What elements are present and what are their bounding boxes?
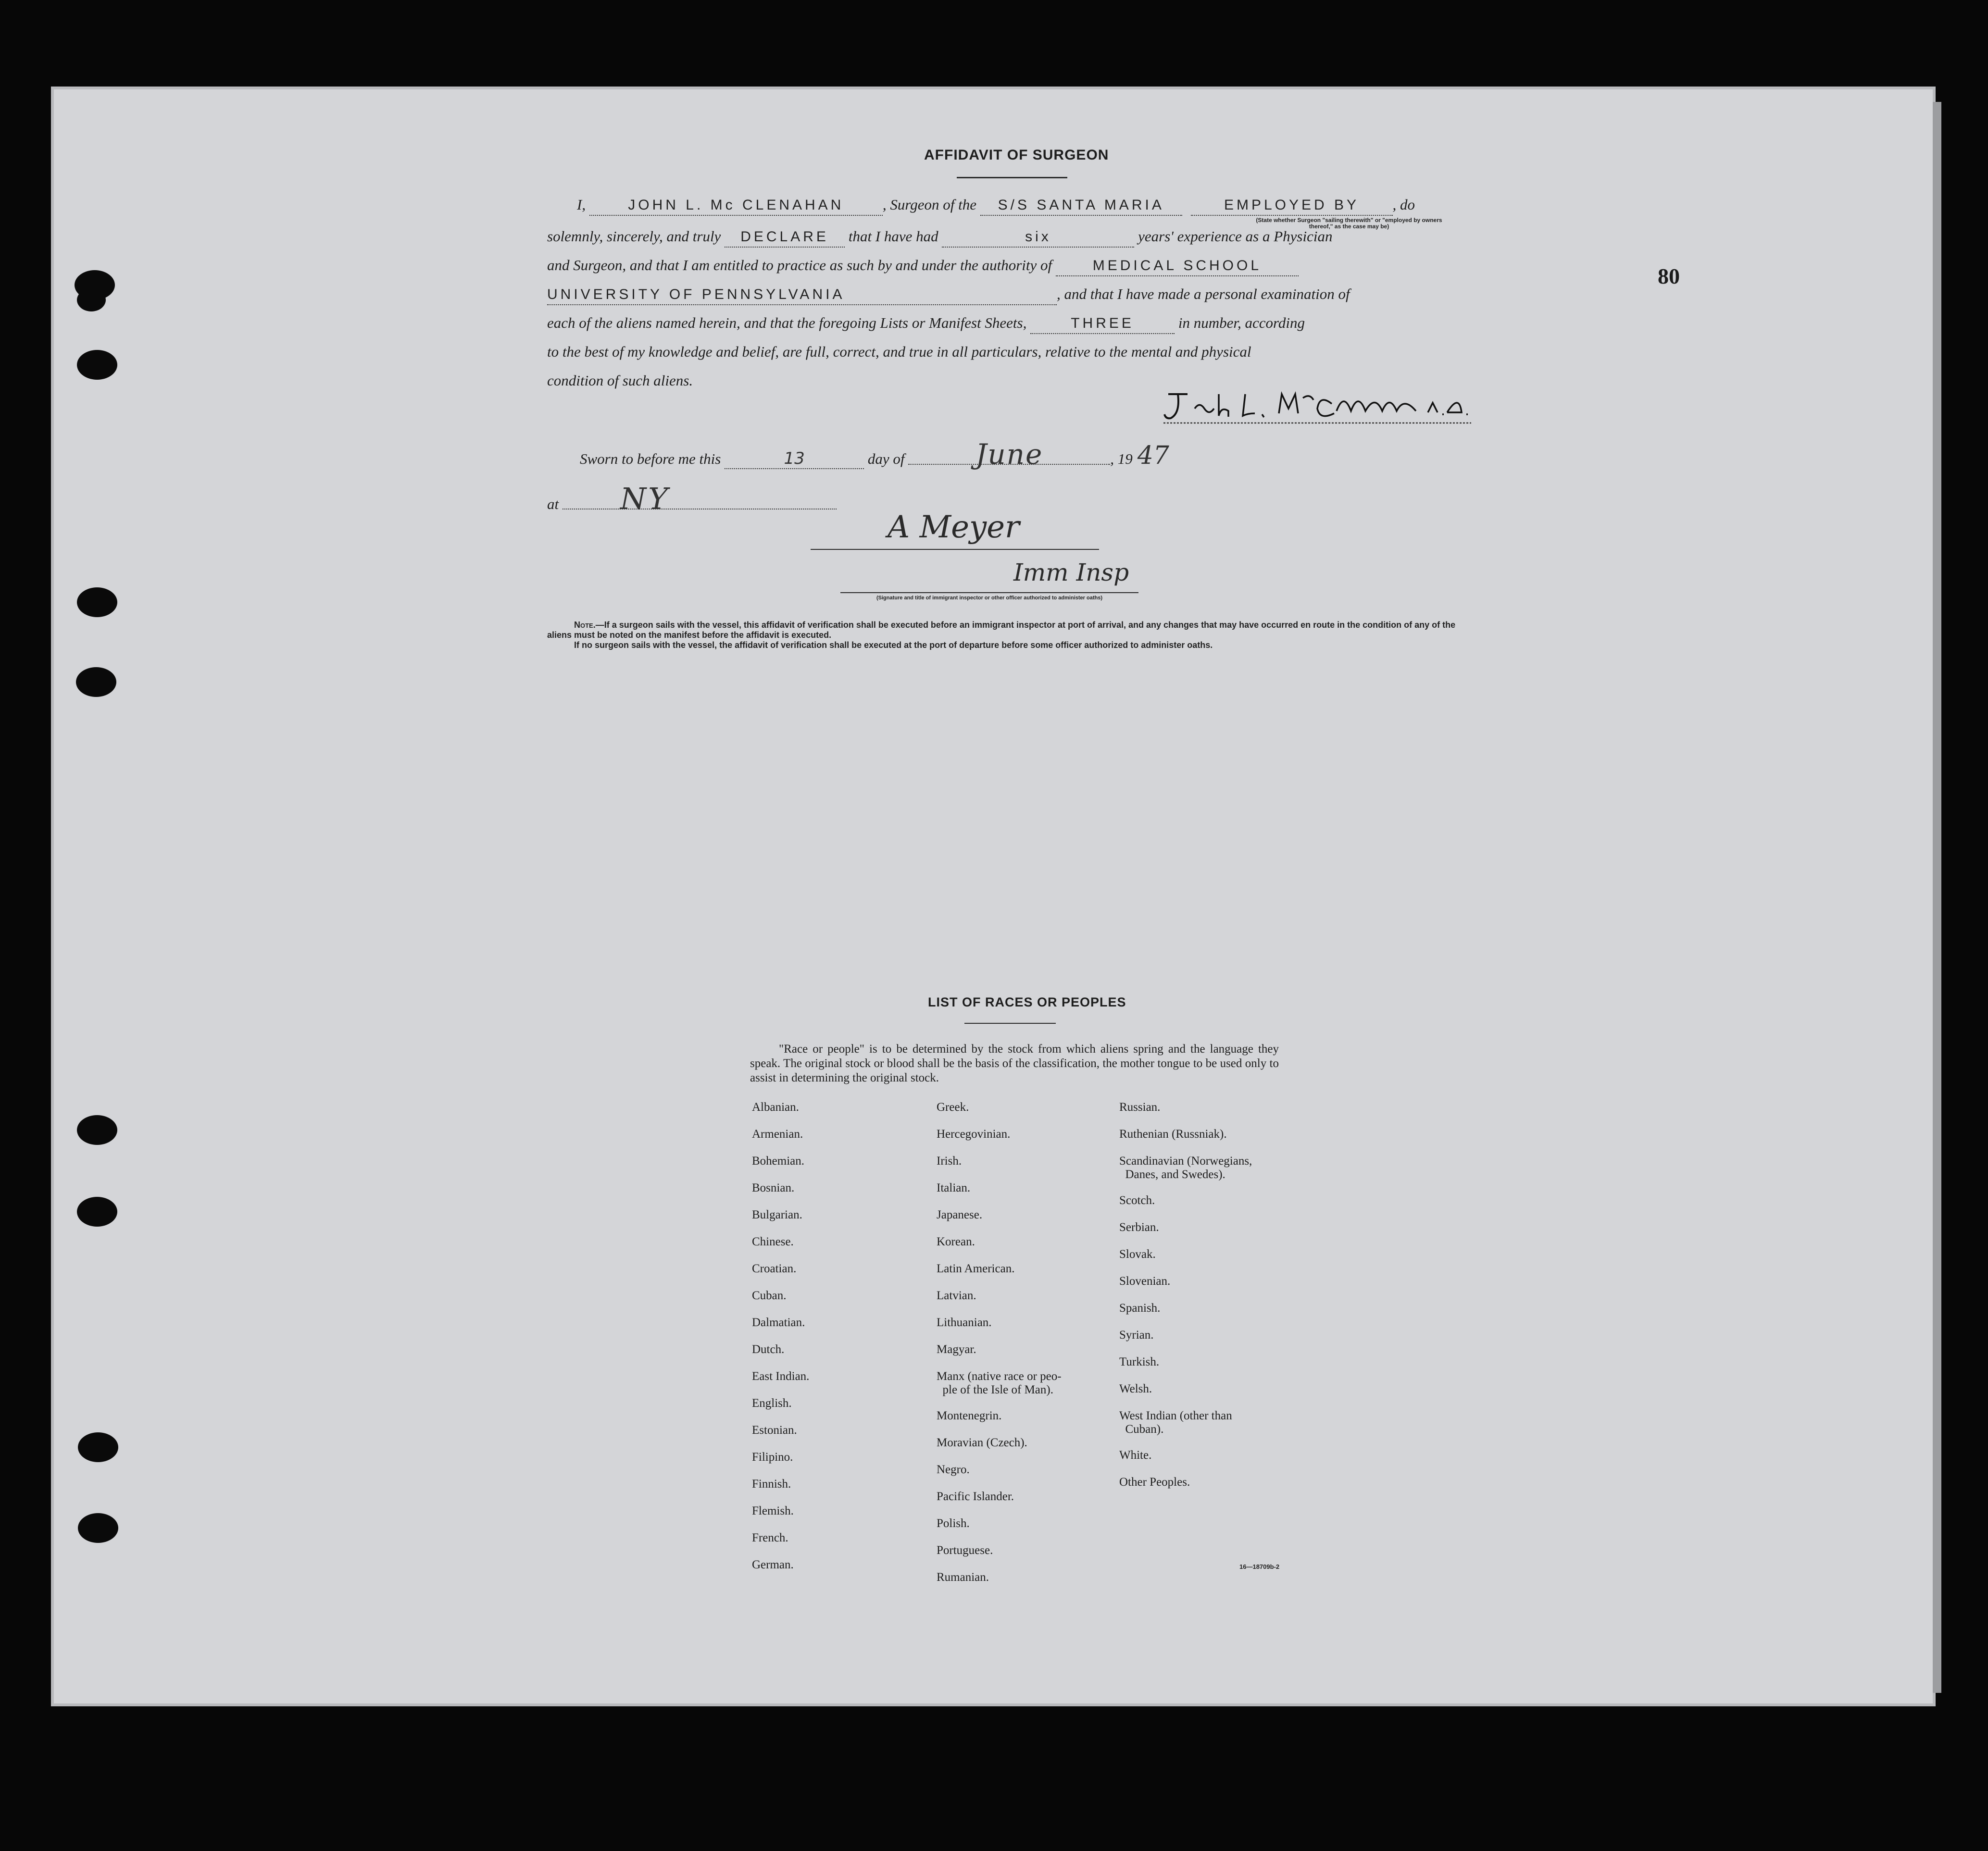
race-item: Moravian (Czech). <box>937 1436 1027 1449</box>
races-title-underline <box>964 1023 1056 1024</box>
race-item: Dutch. <box>752 1343 785 1356</box>
race-item: Greek. <box>937 1101 969 1114</box>
race-item: Russian. <box>1119 1101 1161 1114</box>
affidavit-line-2 <box>547 224 1470 249</box>
status-instruction: (State whether Surgeon "sailing therewith" or "employed by owners thereof," as the case may be) <box>1256 217 1442 230</box>
race-item: Croatian. <box>752 1262 797 1275</box>
text: that I have had <box>848 228 938 245</box>
race-item: Polish. <box>937 1517 970 1530</box>
affidavit-line-5 <box>547 311 1470 335</box>
race-item: Armenian. <box>752 1128 803 1141</box>
declare-field: DECLARE <box>725 227 845 248</box>
officer-signature-line <box>811 549 1099 550</box>
race-item: Portuguese. <box>937 1544 993 1557</box>
years-field: six <box>942 227 1134 248</box>
handwritten-officer-name: A Meyer <box>888 509 1020 545</box>
race-item: Latvian. <box>937 1289 976 1302</box>
race-item: Turkish. <box>1119 1355 1160 1368</box>
binder-hole <box>77 587 117 617</box>
race-item: German. <box>752 1558 794 1571</box>
race-item: Lithuanian. <box>937 1316 992 1329</box>
race-item: Italian. <box>937 1181 971 1194</box>
race-item: Latin American. <box>937 1262 1015 1275</box>
race-item: Irish. <box>937 1155 962 1168</box>
race-item: White. <box>1119 1449 1152 1462</box>
sworn-month-field <box>908 438 1110 471</box>
affidavit-line-6: to the best of my knowledge and belief, are full, correct, and true in all particulars, relative to the mental and physical <box>547 343 1251 360</box>
text: Sworn to before me this <box>580 450 721 467</box>
title-underline <box>957 177 1067 178</box>
officer-caption: (Signature and title of immigrant inspector or other officer authorized to administer oaths) <box>876 595 1102 601</box>
text: and Surgeon, and that I am entitled to practice as such by and under the authority of <box>547 257 1052 273</box>
text: , and that I have made a personal examination of <box>1057 286 1350 302</box>
vessel-field: S/S SANTA MARIA <box>980 196 1182 216</box>
binder-hole <box>78 1513 118 1543</box>
race-item: Magyar. <box>937 1343 976 1356</box>
races-intro: "Race or people" is to be determined by the stock from which aliens spring and the language they speak. The original stock or blood shall be the basis of the classification, the mother tongue to be used only to assist in determining the original stock. <box>750 1043 1279 1084</box>
race-item: Rumanian. <box>937 1571 989 1584</box>
at-place-field <box>563 481 837 516</box>
race-item: Negro. <box>937 1463 970 1476</box>
race-item: Japanese. <box>937 1208 983 1221</box>
sworn-line <box>547 438 1470 471</box>
race-item: Bohemian. <box>752 1155 805 1168</box>
handwritten-officer-title: Imm Insp <box>1013 559 1129 586</box>
race-item: Welsh. <box>1119 1382 1152 1395</box>
races-title: LIST OF RACES OR PEOPLES <box>928 995 1126 1009</box>
text: years' experience as a Physician <box>1138 228 1333 245</box>
race-item: Serbian. <box>1119 1221 1159 1234</box>
text: I, <box>577 196 586 213</box>
binder-hole <box>78 1432 118 1462</box>
text: at <box>547 496 559 512</box>
text: each of the aliens named herein, and that the foregoing Lists or Manifest Sheets, <box>547 314 1027 331</box>
race-item: West Indian (other than Cuban). <box>1119 1409 1232 1436</box>
sworn-day-field <box>725 449 864 469</box>
form-number: 16—18709b-2 <box>1239 1563 1280 1570</box>
page-number: 80 <box>1658 264 1680 288</box>
sheets-field: THREE <box>1030 314 1175 334</box>
binder-hole <box>77 288 106 311</box>
race-item: Bosnian. <box>752 1181 795 1194</box>
handwritten-day: 13 <box>784 449 805 468</box>
surgeon-signature <box>1159 385 1476 430</box>
affidavit-note <box>547 620 1470 640</box>
race-item: Spanish. <box>1119 1302 1161 1315</box>
race-item: Montenegrin. <box>937 1409 1002 1422</box>
race-item: French. <box>752 1531 788 1544</box>
race-item: Chinese. <box>752 1235 794 1248</box>
authority-field-2: UNIVERSITY OF PENNSYLVANIA <box>547 285 1057 305</box>
text: , Surgeon of the <box>882 196 976 213</box>
race-item: Slovak. <box>1119 1248 1156 1261</box>
race-item: Slovenian. <box>1119 1275 1171 1288</box>
race-item: Scandinavian (Norwegians, Danes, and Swedes). <box>1119 1155 1252 1181</box>
race-item: Dalmatian. <box>752 1316 805 1329</box>
race-item: Ruthenian (Russniak). <box>1119 1128 1227 1141</box>
race-item: East Indian. <box>752 1370 810 1383</box>
officer-signature <box>811 509 1099 553</box>
surgeon-name-field: JOHN L. Mc CLENAHAN <box>589 196 883 216</box>
race-item: Filipino. <box>752 1451 793 1464</box>
text: solemnly, sincerely, and truly <box>547 228 721 245</box>
officer-title <box>840 559 1138 592</box>
note-label: Note. <box>574 620 596 630</box>
page-edge <box>1933 102 1941 1693</box>
binder-hole <box>77 1115 117 1145</box>
binder-hole <box>77 350 117 380</box>
note-text-1: —If a surgeon sails with the vessel, this affidavit of verification shall be executed before an immigrant inspector at port of arrival, and any changes that may have occurred en route in the condition of any of the aliens must be noted on the manifest before the affidavit is executed. <box>547 620 1456 640</box>
race-item: Finnish. <box>752 1478 791 1491</box>
handwritten-place: NY <box>620 481 670 516</box>
officer-title-line <box>840 592 1138 593</box>
race-item: Cuban. <box>752 1289 787 1302</box>
race-item: Estonian. <box>752 1424 797 1437</box>
race-item: Other Peoples. <box>1119 1476 1190 1489</box>
surgeon-status-field: EMPLOYED BY <box>1191 196 1393 216</box>
race-item: Korean. <box>937 1235 975 1248</box>
affidavit-line-7: condition of such aliens. <box>547 372 693 389</box>
race-item: Scotch. <box>1119 1194 1155 1207</box>
surgeon-signature-ink <box>1159 385 1476 428</box>
text: , 19 <box>1110 450 1133 467</box>
text: day of <box>867 450 905 467</box>
race-item: Pacific Islander. <box>937 1490 1014 1503</box>
affidavit-note-2: If no surgeon sails with the vessel, the affidavit of verification shall be executed at the port of departure before some officer authorized to administer oaths. <box>574 640 1213 650</box>
affidavit-line-1 <box>547 192 1470 217</box>
race-item: Albanian. <box>752 1101 799 1114</box>
race-item: Bulgarian. <box>752 1208 802 1221</box>
affidavit-line-3 <box>547 253 1470 278</box>
affidavit-line-4 <box>547 282 1470 307</box>
race-item: Flemish. <box>752 1504 794 1517</box>
race-item: Hercegovinian. <box>937 1128 1011 1141</box>
text: , do <box>1392 196 1415 213</box>
text: in number, according <box>1178 314 1305 331</box>
binder-hole <box>77 1197 117 1227</box>
race-item: Manx (native race or peo- ple of the Isle of Man). <box>937 1370 1062 1396</box>
authority-field: MEDICAL SCHOOL <box>1056 256 1299 276</box>
race-item: Syrian. <box>1119 1329 1154 1342</box>
race-item: English. <box>752 1397 792 1410</box>
handwritten-month: June <box>975 438 1043 471</box>
handwritten-year: 47 <box>1137 441 1169 470</box>
affidavit-title: AFFIDAVIT OF SURGEON <box>924 147 1109 163</box>
binder-hole <box>76 667 116 697</box>
